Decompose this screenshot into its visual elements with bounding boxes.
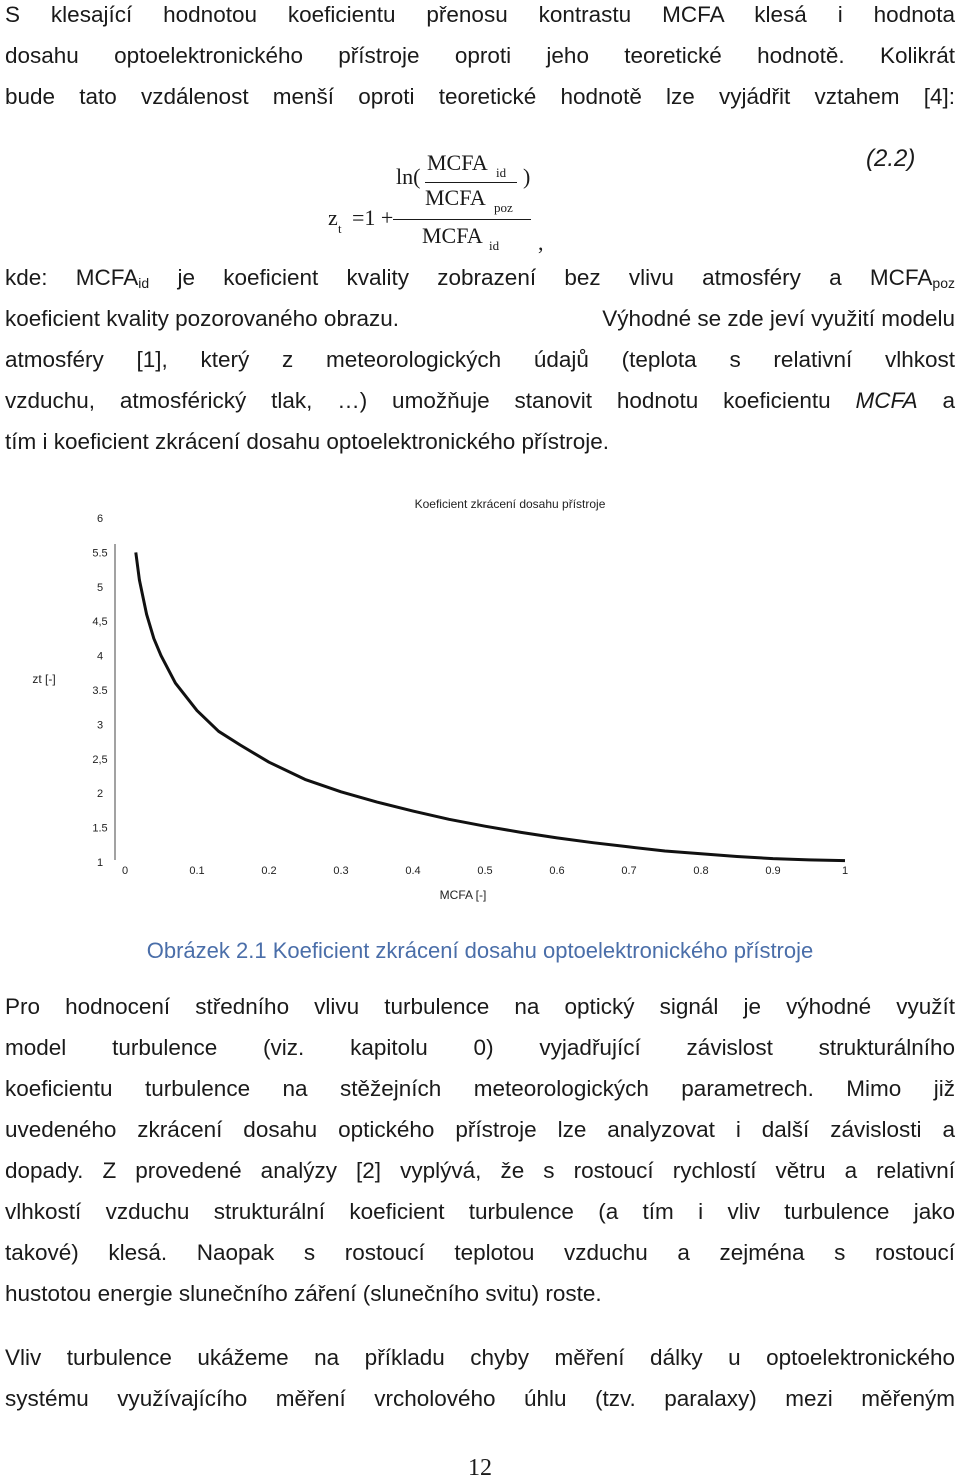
- x-tick-label: 0.9: [765, 865, 781, 877]
- x-tick-label: 0.1: [189, 865, 205, 877]
- x-tick-label: 0.5: [477, 865, 493, 877]
- intro-line-3: bude tato vzdálenost menší oproti teoretické hodnotě lze vyjádřit vztahem [4]:: [5, 84, 955, 109]
- eq-denominator-mcfa: MCFA: [422, 223, 483, 248]
- y-tick-label: 2: [96, 788, 104, 801]
- para2-line-1: Pro hodnocení středního vlivu turbulence na optický signál je výhodné využít: [5, 994, 955, 1019]
- example-paragraph: [5, 1337, 955, 1419]
- definition-line-4: [5, 380, 955, 421]
- eq-z: z: [328, 205, 338, 230]
- eq-comma: ,: [538, 230, 544, 255]
- intro-line-1: S klesající hodnotou koeficientu přenosu kontrastu MCFA klesá i hodnota: [5, 2, 955, 27]
- y-tick-label: 3.5: [92, 685, 108, 697]
- para2-line-7: takové) klesá. Naopak s rostoucí teplotou vzduchu a zejména s rostoucí: [5, 1240, 955, 1265]
- def-sub-poz: poz: [932, 275, 955, 291]
- x-tick-label: 0.8: [693, 865, 709, 877]
- y-tick-label: 6: [96, 513, 104, 525]
- equation-number: (2.2): [866, 145, 916, 172]
- def-text: vzduchu, atmosférický tlak, …) umožňuje stanovit hodnotu koeficientu: [5, 388, 856, 413]
- eq-inner-fraction-bar: [425, 182, 517, 183]
- def-text: koeficient kvality pozorovaného obrazu.: [5, 306, 399, 331]
- definition-paragraph: [5, 257, 955, 462]
- definition-line-2: [5, 298, 955, 339]
- chart-ylabel: zt [-]: [32, 672, 56, 686]
- x-tick-label: 0.2: [261, 865, 277, 877]
- x-tick-label: 0.4: [405, 865, 421, 877]
- def-sub-id: id: [138, 275, 150, 291]
- intro-line-2: dosahu optoelektronického přístroje oproti jeho teoretické hodnotě. Kolikrát: [5, 43, 955, 68]
- definition-line-5: tím i koeficient zkrácení dosahu optoelektronického přístroje.: [5, 429, 610, 454]
- y-tick-label: 4: [96, 650, 104, 663]
- eq-denominator-mcfa-poz: MCFA: [425, 185, 486, 210]
- para2-line-2: model turbulence (viz. kapitolu 0) vyjadřující závislost strukturálního: [5, 1035, 955, 1060]
- x-tick-label: 0.7: [621, 865, 637, 877]
- y-tick-label: 5.5: [92, 547, 108, 560]
- y-tick-label: 3: [96, 719, 104, 732]
- eq-close-paren: ): [523, 164, 531, 189]
- y-tick-label: 4,5: [92, 616, 108, 629]
- para3-line-2: systému využívajícího měření vrcholového úhlu (tzv. paralaxy) mezi měřeným: [5, 1386, 955, 1411]
- x-tick-labels: [122, 865, 848, 877]
- def-text: a: [917, 388, 955, 413]
- para2-line-5: dopady. Z provedené analýzy [2] vyplývá, že s rostoucí rychlostí větru a relativní: [5, 1158, 955, 1183]
- def-text: kde: MCFA: [5, 265, 139, 290]
- eq-sub-id-1: id: [496, 165, 507, 180]
- turbulence-paragraph: [5, 986, 955, 1314]
- y-tick-label: 5: [96, 581, 104, 594]
- eq-sub-poz: poz: [494, 200, 513, 215]
- range-reduction-chart: [0, 490, 960, 910]
- x-tick-label: 0.6: [549, 865, 565, 877]
- eq-one-plus: =1 +: [352, 205, 394, 230]
- page-number: 12: [468, 1455, 492, 1481]
- para3-line-1: Vliv turbulence ukážeme na příkladu chyby měření dálky u optoelektronického: [5, 1345, 955, 1370]
- chart-title: Koeficient zkrácení dosahu přístroje: [414, 497, 606, 511]
- x-tick-label: 0: [121, 865, 129, 877]
- para2-line-8: hustotou energie slunečního záření (slunečního svitu) roste.: [5, 1281, 602, 1306]
- para2-line-4: uvedeného zkrácení dosahu optického přístroje lze analyzovat i další závislosti a: [5, 1117, 955, 1142]
- chart-xlabel: MCFA [-]: [439, 888, 487, 902]
- series-line: [136, 552, 845, 860]
- definition-line-3: atmosféry [1], který z meteorologických údajů (teplota s relativní vlhkost: [5, 347, 955, 372]
- y-tick-label: 1: [96, 857, 104, 869]
- x-tick-label: 1: [841, 865, 849, 877]
- para2-line-6: vlhkostí vzduchu strukturální koeficient turbulence (a tím i vliv turbulence jako: [5, 1199, 955, 1224]
- def-text: Výhodné se zde jeví využití modelu: [602, 306, 955, 331]
- y-tick-label: 1.5: [92, 822, 108, 835]
- eq-sub-id-2: id: [489, 238, 500, 253]
- eq-ln: ln(: [396, 164, 421, 189]
- para2-line-3: koeficientu turbulence na stěžejních meteorologických parametrech. Mimo již: [5, 1076, 955, 1101]
- y-tick-label: 2,5: [92, 753, 108, 766]
- x-tick-label: 0.3: [333, 865, 349, 877]
- definition-line-1: [5, 257, 955, 298]
- intro-paragraph: [5, 0, 955, 117]
- def-em-mcfa: MCFA: [855, 388, 918, 413]
- eq-numerator-mcfa: MCFA: [427, 150, 488, 175]
- eq-main-fraction-bar: [393, 219, 531, 220]
- y-tick-labels: [92, 513, 107, 869]
- eq-sub-t: t: [338, 221, 342, 236]
- figure-caption: Obrázek 2.1 Koeficient zkrácení dosahu optoelektronického přístroje: [146, 938, 814, 963]
- def-text: je koeficient kvality zobrazení bez vlivu atmosféry a MCFA: [149, 265, 933, 290]
